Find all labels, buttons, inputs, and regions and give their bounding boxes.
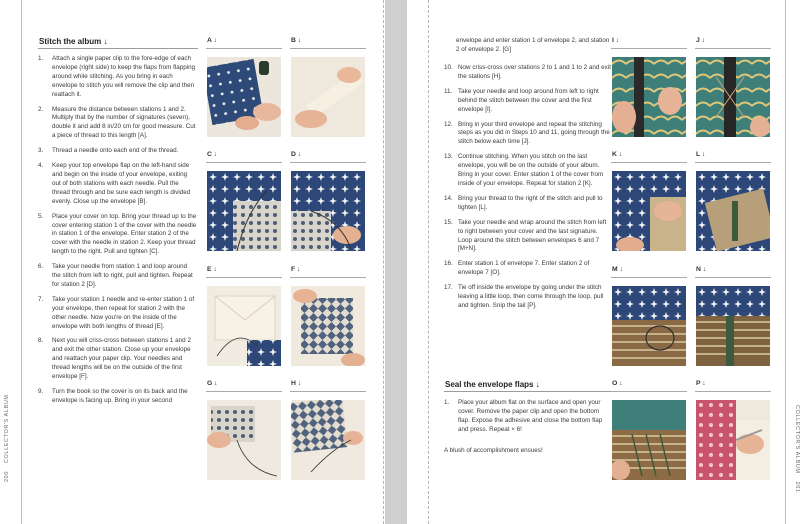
step-item: 5. Place your cover on top. Bring your thread up to the cover entering station 1 of the cover with the needle in station 1 of the envelope. Enter station 2 of the cover with the needle in station 2. Keep your thread length to the right. Pull and tighten [C]. — [38, 212, 197, 256]
photo-label-g: G ↓ — [207, 380, 218, 387]
photo-n — [696, 286, 770, 366]
step-item: 1. Place your album flat on the surface and open your cover. Remove the paper clip and open the bottom flap. Expose the adhesive and close the bottom flap and press. Repeat × 6! — [444, 399, 603, 433]
photo-label-o: O ↓ — [612, 380, 623, 387]
photo-k — [612, 171, 686, 251]
right-running-head — [794, 405, 800, 493]
photo-label-a: A ↓ — [207, 37, 217, 44]
photo-d — [291, 171, 365, 251]
left-page-edge — [21, 0, 22, 524]
step-item: 3. Thread a needle onto each end of the thread. — [38, 147, 179, 155]
right-page-fold — [428, 0, 429, 524]
section-title-stitch: Stitch the album ↓ — [39, 37, 108, 46]
photo-label-i: I ↓ — [612, 37, 620, 44]
photo-m — [612, 286, 686, 366]
photo-label-b: B ↓ — [291, 37, 302, 44]
photo-c — [207, 171, 281, 251]
step-item: 4. Keep your top envelope flap on the left-hand side and begin on the inside of your envelope, exiting out of both stations with each needle. Pull the thread through and be sure each length is divided evenly. Close up the envelope [B]. — [38, 162, 191, 205]
step-item: 2. Measure the distance between stations 1 and 2. Multiply that by the number of signatures (seven), double it and add 8 in/20 cm for good measure. Cut a piece of thread to this length [A]. — [38, 105, 196, 140]
step-9-continuation: envelope and enter station 1 of envelope 2, and station 2 of envelope 2. [G] — [456, 37, 610, 53]
step-item: 15. Take your needle and wrap around the stitch from left to right between your cover and the last signature. Loop around the stitch between envelopes 6 and 7 [M+N]. — [444, 218, 607, 253]
step-item: 14. Bring your thread to the right of the stitch and pull to tighten [L]. — [444, 194, 603, 211]
photo-label-h: H ↓ — [291, 380, 302, 387]
photo-e — [207, 286, 281, 366]
photo-g — [207, 400, 281, 480]
left-running-title: COLLECTOR'S ALBUM — [4, 394, 10, 464]
photo-label-c: C ↓ — [207, 151, 218, 158]
right-page-edge — [785, 0, 786, 524]
photo-label-f: F ↓ — [291, 266, 301, 273]
left-page-fold — [383, 0, 384, 524]
photo-f — [291, 286, 365, 366]
photo-a — [207, 57, 281, 137]
left-running-head — [4, 394, 10, 482]
step-item: 17. Tie off inside the envelope by going under the stitch leaving a little loop, then come through the loop, pull and tighten. Snip the tail [P]. — [444, 284, 604, 309]
step-item: 10. Now criss-cross over stations 2 to 1 and 1 to 2 and exit the stations [H]. — [444, 64, 611, 80]
photo-label-n: N ↓ — [696, 266, 707, 273]
seal-steps — [444, 399, 612, 441]
photo-o — [612, 400, 686, 480]
stitch-steps-right — [444, 64, 612, 317]
step-item: 13. Continue stitching. When you stitch on the last envelope, you will be on the outside of your album. Bring in your cover. Enter station 1 of the cover from inside of your envelope. Repeat for station 2 [K]. — [444, 153, 604, 187]
section-rule — [38, 48, 198, 49]
photo-h — [291, 400, 365, 480]
photo-j — [696, 57, 770, 137]
step-item: 16. Enter station 1 of envelope 7. Enter station 2 of envelope 7 [O]. — [444, 260, 590, 277]
photo-l — [696, 171, 770, 251]
step-item: 9. Turn the book so the cover is on its back and the envelope is facing up. Bring in your second — [38, 388, 188, 404]
step-item: 8. Next you will criss-cross between stations 1 and 2 and exit the other station. Close up your envelope and reattach your paper clip. Your needles and thread lengths will be on the outside of the first envelope [F]. — [38, 337, 191, 381]
step-item: 12. Bring in your third envelope and repeat the stitching steps as you did in Steps 10 and 11, going through the stitch below each time [J]. — [444, 120, 610, 146]
step-item: 6. Take your needle from station 1 and loop around the stitch from left to right, pull and tighten. Repeat for station 2 [D]. — [38, 263, 193, 288]
left-page — [0, 0, 385, 524]
step-item: 7. Take your station 1 needle and re-enter station 1 of your envelope, then repeat for station 2 with the other needle. Now you're on the inside of the envelope with both lengths of thread [E]. — [38, 295, 195, 330]
section-rule-seal — [444, 391, 612, 392]
photo-label-p: P ↓ — [696, 380, 706, 387]
right-page-number: 201 — [794, 481, 800, 493]
stitch-steps-left — [38, 55, 197, 412]
book-gutter — [385, 0, 407, 524]
left-page-number: 200 — [4, 471, 10, 482]
photo-i — [612, 57, 686, 137]
section-title-seal: Seal the envelope flaps ↓ — [445, 380, 540, 389]
photo-b — [291, 57, 365, 137]
right-running-title: COLLECTOR'S ALBUM — [794, 405, 800, 474]
step-item: 11. Take your needle and loop around from left to right behind the stitch between the cover and the first envelope [I]. — [444, 87, 599, 113]
photo-label-m: M ↓ — [612, 266, 623, 273]
right-page — [408, 0, 810, 524]
photo-label-d: D ↓ — [291, 151, 302, 158]
closing-line: A blush of accomplishment ensues! — [444, 447, 543, 454]
photo-label-l: L ↓ — [696, 151, 706, 158]
photo-label-j: J ↓ — [696, 37, 706, 44]
photo-label-k: K ↓ — [612, 151, 623, 158]
step-item: 1. Attach a single paper clip to the fore-edge of each envelope (right side) to keep the flaps from flapping around while stitching. As you bring in each envelope to stitch you will remove the clip and then reattach it. — [38, 55, 196, 98]
photo-label-e: E ↓ — [207, 266, 217, 273]
photo-p — [696, 400, 770, 480]
